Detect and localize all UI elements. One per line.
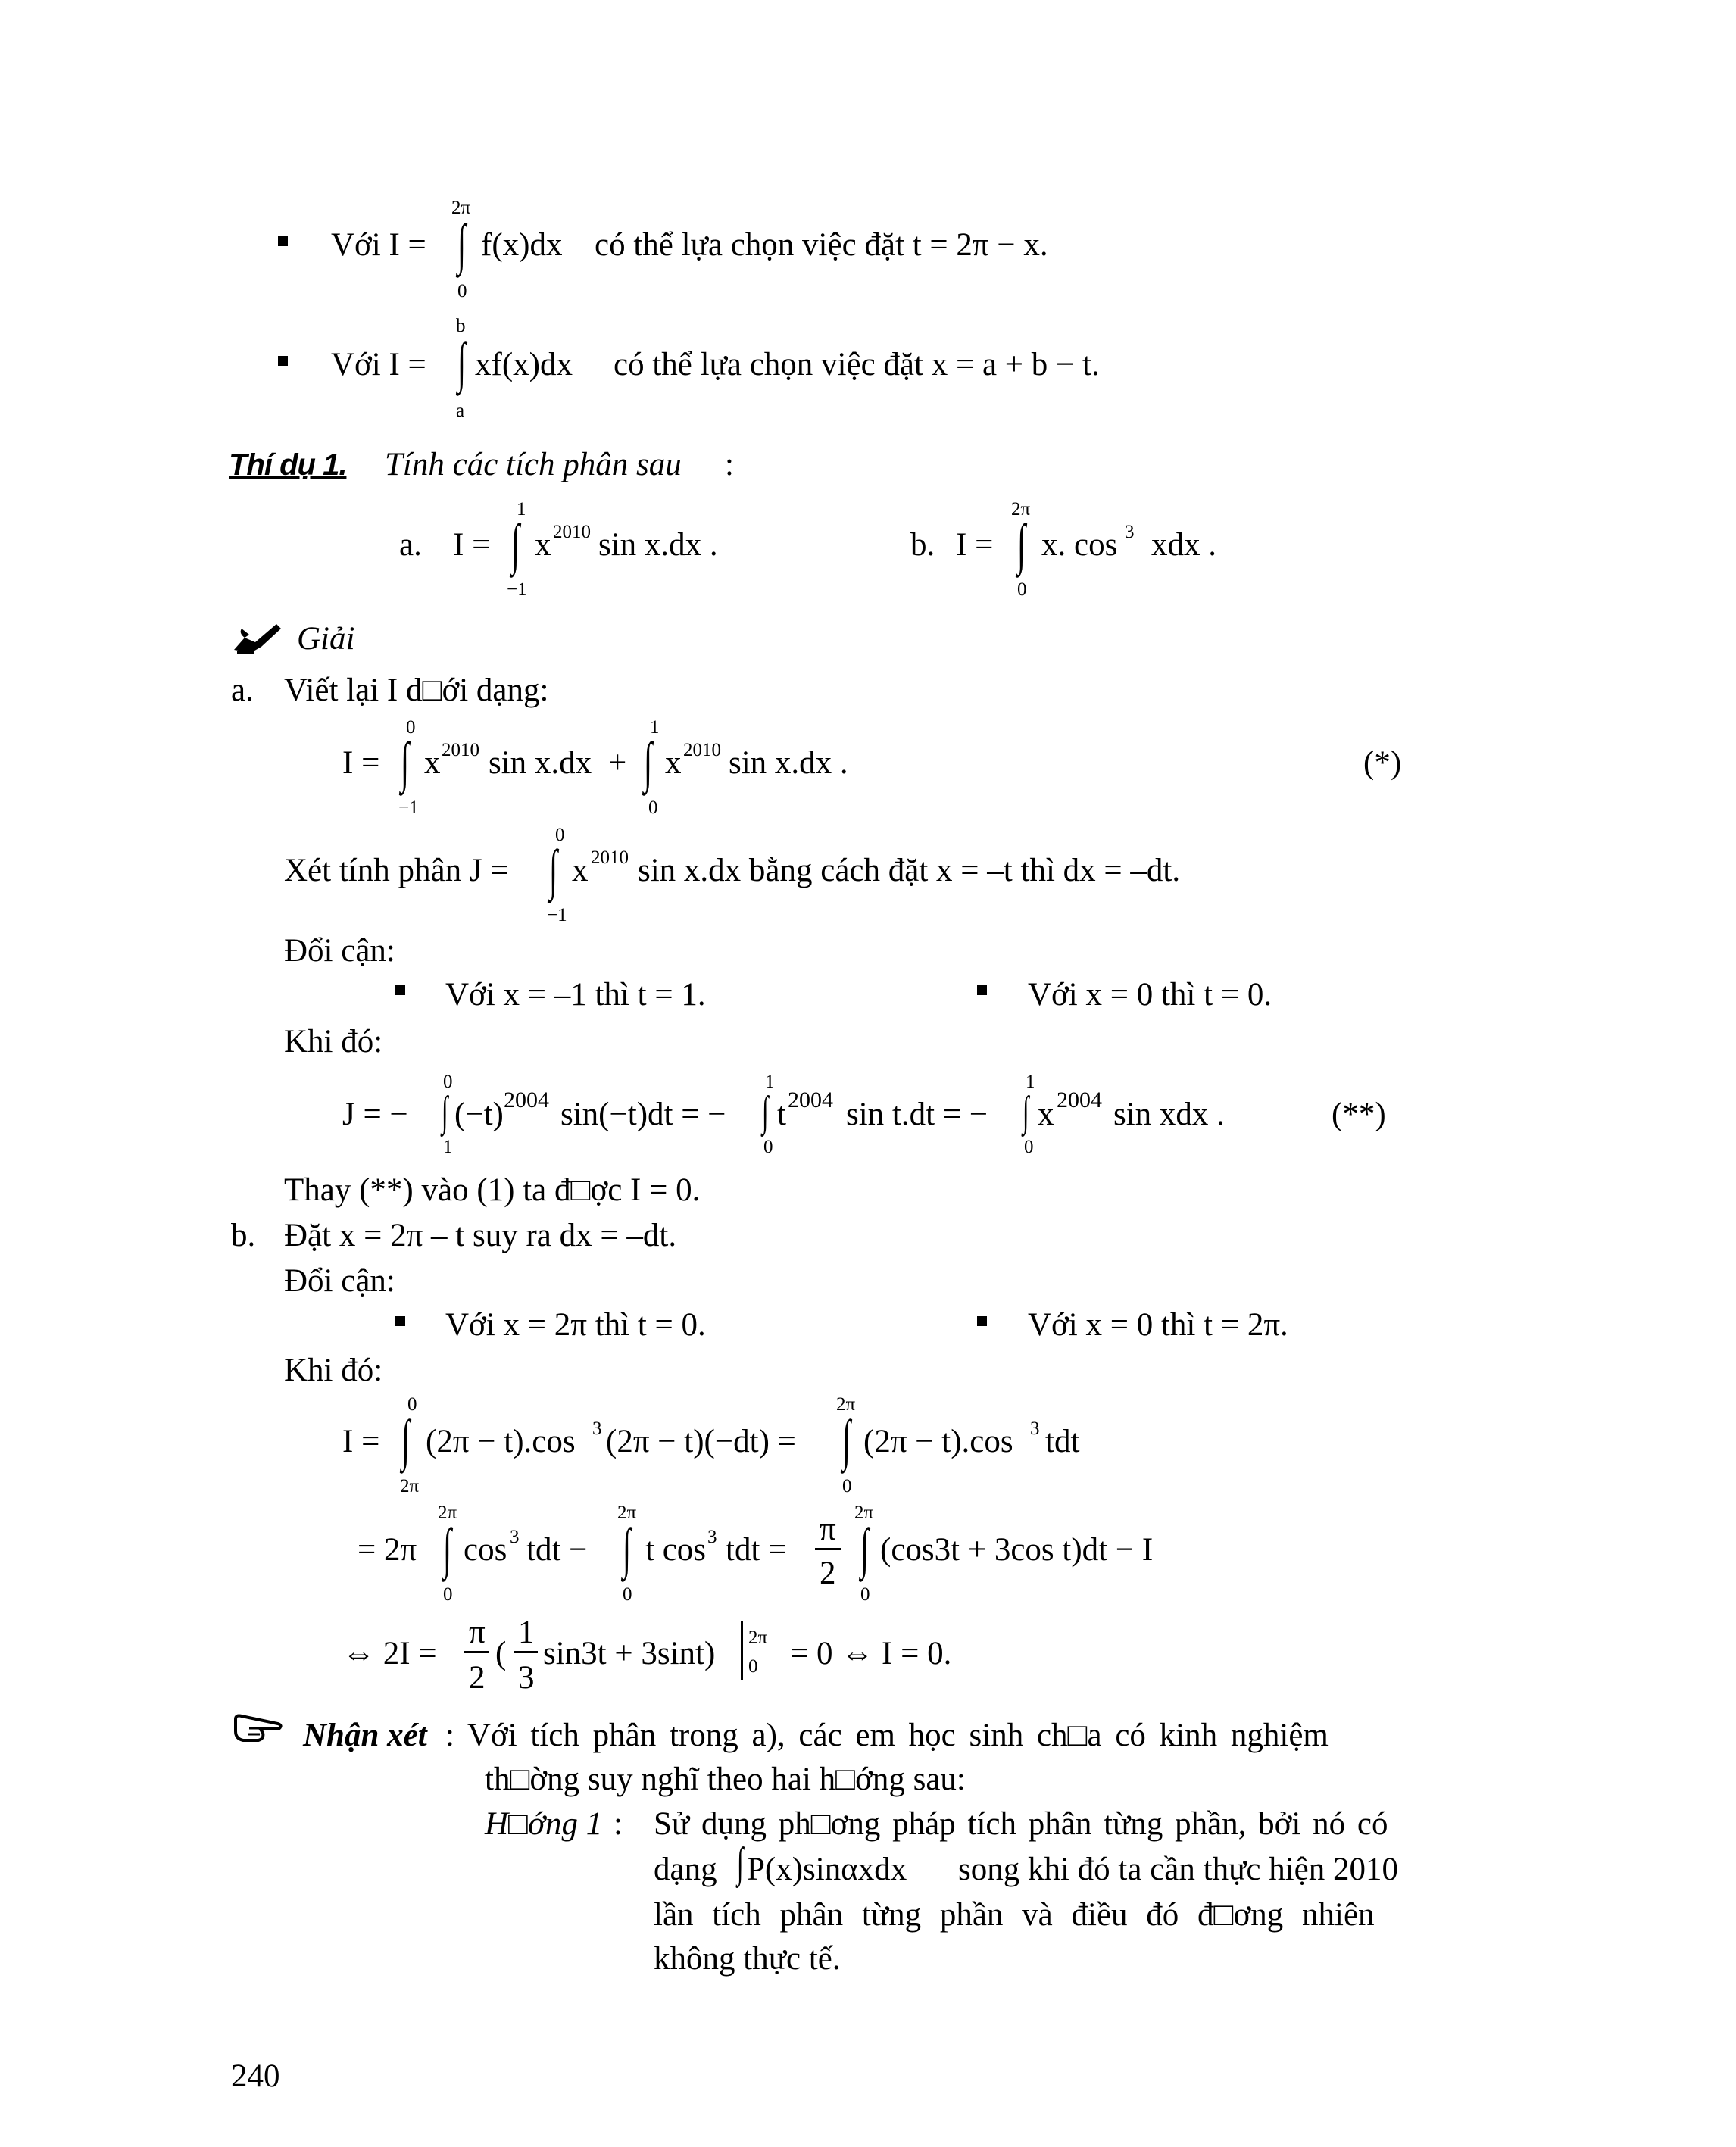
integrand: xf(x)dx (475, 347, 573, 382)
eq-pre: I = (956, 527, 994, 563)
integral-sign-icon: ∫ (737, 1840, 744, 1886)
exponent: 3 (1030, 1418, 1040, 1439)
rule-pre-text: Với I = (331, 227, 426, 263)
integral-upper-limit: b (456, 316, 466, 336)
integral-lower-limit: 0 (443, 1584, 453, 1605)
direction-1-line-1: Sử dụng ph□ơng pháp tích phân từng phần, bởi nó có (654, 1806, 1388, 1842)
fraction-numerator: 1 (518, 1615, 535, 1650)
equation-tag: (*) (1363, 745, 1402, 781)
exponent: 3 (1125, 522, 1135, 542)
bullet-marker (278, 236, 288, 246)
integrand-base: (−t) (454, 1097, 504, 1132)
expr: tdt (1045, 1424, 1080, 1459)
fraction-numerator: π (820, 1512, 836, 1547)
expr: sin3t + 3sint) (543, 1636, 716, 1671)
direction-1-colon: : (614, 1806, 623, 1842)
integral-lower-limit: 0 (457, 281, 467, 301)
integral-upper-limit: 0 (555, 825, 565, 845)
exponent: 3 (592, 1418, 602, 1439)
integral-lower-limit: 0 (623, 1584, 632, 1605)
part-label: a. (399, 527, 422, 563)
integral-lower-limit: 0 (763, 1137, 773, 1157)
integrand-rest: sin x.dx (489, 745, 592, 781)
exponent: 2004 (1057, 1088, 1102, 1113)
bullet-marker (395, 1316, 405, 1326)
integral-upper-limit: 2π (438, 1503, 457, 1523)
fraction-denominator: 2 (820, 1556, 836, 1591)
example-prompt: Tính các tích phân sau (385, 447, 682, 482)
example-heading: Thí dụ 1. (229, 448, 347, 482)
expr: t cos (645, 1532, 707, 1568)
equation-tag: (**) (1332, 1097, 1386, 1132)
fraction-bar (464, 1651, 489, 1653)
rule-post-text: có thể lựa chọn việc đặt t = 2π − x. (595, 227, 1048, 263)
integrand-rest: sin t.dt = − (846, 1097, 988, 1132)
exponent: 2010 (553, 522, 591, 542)
integral-lower-limit: −1 (507, 579, 527, 600)
direction-1-line-2-post: song khi đó ta cần thực hiện 2010 (958, 1852, 1399, 1887)
integral-lower-limit: 2π (400, 1476, 420, 1496)
part-b-label: b. (231, 1218, 256, 1253)
page-number: 240 (231, 2058, 280, 2094)
direction-1-label: H□ớng 1 (485, 1806, 603, 1842)
direction-1-line-4: không thực tế. (654, 1941, 841, 1977)
case-b2: Với x = 0 thì t = 2π. (1028, 1307, 1288, 1343)
expr: = 0 ⇔ I = 0. (790, 1636, 952, 1671)
expr: (cos3t + 3cos t)dt − I (880, 1532, 1154, 1568)
fraction-bar (514, 1651, 538, 1653)
integral-upper-limit: 2π (617, 1503, 637, 1523)
integrand-base: t (777, 1097, 786, 1132)
direction-1-line-2-expr: P(x)sinαxdx (747, 1852, 907, 1887)
integral-sign-icon: ∫ (644, 732, 653, 794)
integrand-rest: sin xdx . (1113, 1097, 1225, 1132)
integral-upper-limit: 0 (406, 717, 416, 738)
integral-upper-limit: 2π (854, 1503, 874, 1523)
integral-sign-icon: ∫ (443, 1518, 452, 1580)
integral-sign-icon: ∫ (401, 1409, 411, 1471)
pointing-hand-icon (233, 1713, 283, 1743)
integral-sign-icon: ∫ (511, 513, 520, 576)
case-b1: Với x = 2π thì t = 0. (445, 1307, 706, 1343)
remark-line-2: th□ờng suy nghĩ theo hai h□ớng sau: (485, 1762, 966, 1797)
exponent: 3 (707, 1527, 717, 1547)
expr: (2π − t).cos (426, 1424, 576, 1459)
integrand-base: x (1038, 1097, 1054, 1132)
bullet-marker (278, 356, 288, 366)
exponent: 2010 (442, 740, 479, 760)
integral-upper-limit: 2π (451, 198, 471, 218)
eq-pre: J = − (342, 1097, 408, 1132)
thay-line: Thay (**) vào (1) ta đ□ợc I = 0. (284, 1172, 701, 1208)
integral-upper-limit: 1 (650, 717, 660, 738)
integrand: f(x)dx (481, 227, 563, 263)
remark-line-1: : Với tích phân trong a), các em học sinh ch□a có kinh nghiệm (445, 1718, 1329, 1753)
case-a1: Với x = –1 thì t = 1. (445, 977, 706, 1013)
xet-pre: Xét tính phân J = (284, 853, 509, 888)
integral-lower-limit: 1 (443, 1137, 453, 1157)
exponent: 2010 (591, 847, 629, 868)
paren-open: ( (495, 1636, 507, 1671)
direction-1-line-3: lần tích phân từng phần và điều đó đ□ơng nhiên (654, 1897, 1375, 1933)
expr: tdt = (726, 1532, 787, 1568)
part-b-dat: Đặt x = 2π – t suy ra dx = –dt. (284, 1218, 677, 1253)
integral-lower-limit: −1 (547, 905, 567, 925)
integral-sign-icon: ∫ (860, 1518, 870, 1580)
integrand-rest: xdx . (1151, 527, 1216, 563)
integral-lower-limit: a (456, 401, 465, 421)
part-a-label: a. (231, 672, 254, 708)
integrand-base: x. cos (1041, 527, 1118, 563)
part-a-intro: Viết lại I d□ới dạng: (284, 672, 549, 708)
integral-upper-limit: 0 (407, 1394, 417, 1415)
integral-sign-icon: ∫ (442, 1088, 448, 1135)
expr: tdt − (526, 1532, 588, 1568)
xet-post: sin x.dx bằng cách đặt x = –t thì dx = –dt. (638, 853, 1181, 888)
exponent: 3 (510, 1527, 520, 1547)
integral-sign-icon: ∫ (1017, 513, 1026, 576)
integral-lower-limit: 0 (1017, 579, 1027, 600)
integrand-base: x (424, 745, 441, 781)
expr: cos (464, 1532, 507, 1568)
integral-lower-limit: −1 (398, 797, 419, 818)
integral-sign-icon: ∫ (1023, 1088, 1029, 1135)
integral-sign-icon: ∫ (401, 732, 410, 794)
integral-sign-icon: ∫ (762, 1088, 769, 1135)
fraction-bar (815, 1548, 841, 1550)
bullet-marker (977, 985, 987, 995)
part-label: b. (910, 527, 935, 563)
integral-upper-limit: 2π (1011, 499, 1031, 520)
remark-label: Nhận xét (303, 1718, 427, 1753)
integral-sign-icon: ∫ (457, 332, 467, 394)
fraction-numerator: π (469, 1615, 486, 1650)
integrand-rest: sin(−t)dt = − (560, 1097, 726, 1132)
doi-can-a: Đổi cận: (284, 933, 395, 969)
integral-upper-limit: 1 (765, 1072, 775, 1092)
eval-upper-limit: 2π (748, 1627, 768, 1648)
khi-do-a: Khi đó: (284, 1024, 383, 1059)
integrand-base: x (535, 527, 551, 563)
integrand-rest: sin x.dx . (598, 527, 718, 563)
fraction-denominator: 2 (469, 1660, 486, 1696)
exponent: 2004 (504, 1088, 549, 1113)
integrand-base: x (665, 745, 682, 781)
eq-pre: I = (342, 745, 380, 781)
integrand-rest: sin x.dx . (729, 745, 848, 781)
integral-sign-icon: ∫ (457, 214, 467, 276)
fraction-denominator: 3 (518, 1660, 535, 1696)
eq-pre: I = (342, 1424, 380, 1459)
rule-pre-text: Với I = (331, 347, 426, 382)
plus-sign: + (608, 745, 627, 781)
case-a2: Với x = 0 thì t = 0. (1028, 977, 1272, 1013)
evaluation-bar (741, 1621, 743, 1680)
solution-title: Giải (297, 621, 355, 657)
integral-sign-icon: ∫ (549, 839, 558, 901)
expr: (2π − t).cos (863, 1424, 1013, 1459)
eq-pre: I = (453, 527, 491, 563)
khi-do-b: Khi đó: (284, 1353, 383, 1388)
integrand-base: x (572, 853, 589, 888)
bullet-marker (977, 1316, 987, 1326)
integral-upper-limit: 0 (443, 1072, 453, 1092)
integral-upper-limit: 1 (1026, 1072, 1035, 1092)
eq-pre: = 2π (358, 1532, 417, 1568)
direction-1-line-2-pre: dạng (654, 1852, 717, 1887)
eq-pre: ⇔ 2I = (342, 1636, 437, 1671)
doi-can-b: Đổi cận: (284, 1263, 395, 1299)
integral-lower-limit: 0 (860, 1584, 870, 1605)
rule-post-text: có thể lựa chọn việc đặt x = a + b − t. (614, 347, 1100, 382)
example-prompt-colon: : (725, 447, 734, 482)
writing-hand-icon (231, 619, 284, 656)
integral-lower-limit: 0 (1024, 1137, 1034, 1157)
eval-lower-limit: 0 (748, 1656, 758, 1677)
integral-lower-limit: 0 (648, 797, 658, 818)
integral-sign-icon: ∫ (623, 1518, 632, 1580)
integral-upper-limit: 1 (517, 499, 526, 520)
expr: (2π − t)(−dt) = (606, 1424, 796, 1459)
integral-sign-icon: ∫ (842, 1409, 851, 1471)
exponent: 2010 (683, 740, 721, 760)
exponent: 2004 (788, 1088, 833, 1113)
bullet-marker (395, 985, 405, 995)
integral-lower-limit: 0 (842, 1476, 852, 1496)
integral-upper-limit: 2π (836, 1394, 856, 1415)
